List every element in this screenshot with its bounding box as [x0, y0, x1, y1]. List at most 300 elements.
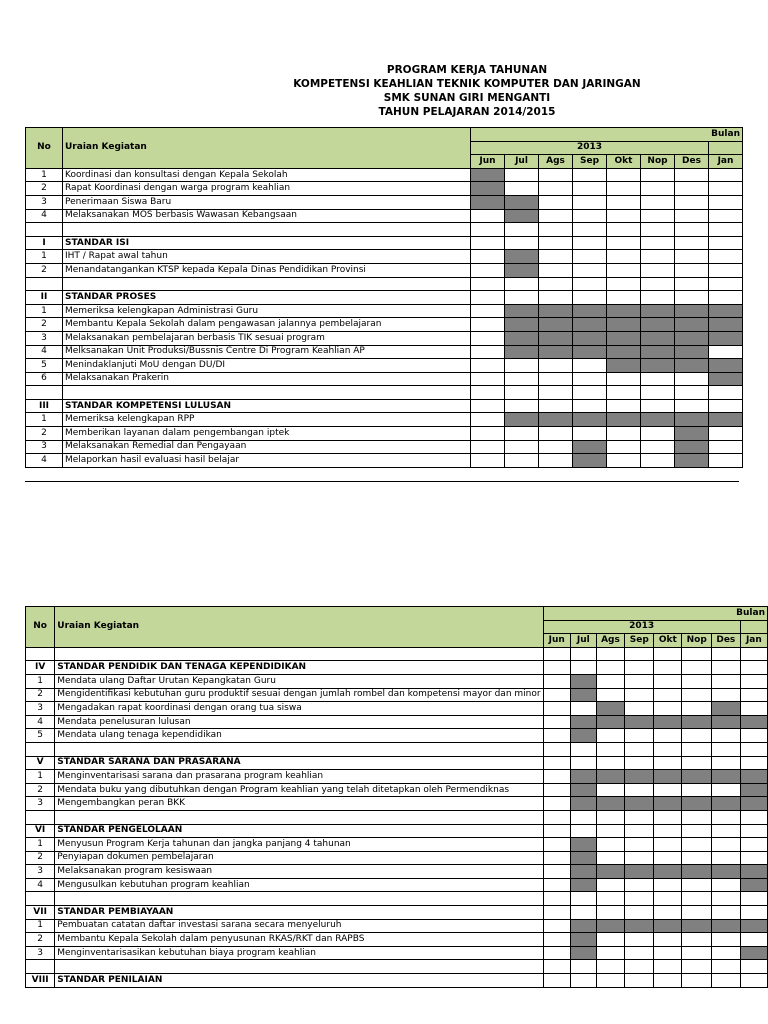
section-row [26, 661, 768, 675]
schedule-cell [471, 359, 505, 373]
schedule-cell [654, 838, 682, 852]
schedule-cell [570, 797, 596, 811]
section-title: STANDAR PEMBIAYAAN [55, 906, 543, 920]
schedule-cell [573, 331, 607, 345]
schedule-cell [570, 933, 596, 947]
schedule-cell [682, 919, 711, 933]
schedule-cell [740, 783, 767, 797]
schedule-cell [570, 865, 596, 879]
activity-row [26, 250, 743, 264]
activity-text: Mengembangkan peran BKK [55, 797, 543, 811]
schedule-cell [740, 688, 767, 702]
schedule-cell [709, 372, 743, 386]
schedule-cell [607, 223, 641, 237]
section-row [26, 974, 768, 988]
row-number: 2 [26, 182, 63, 196]
schedule-cell [740, 810, 767, 824]
schedule-cell [711, 715, 740, 729]
schedule-cell [543, 661, 570, 675]
schedule-cell [625, 892, 654, 906]
section-row [26, 824, 768, 838]
schedule-cell [570, 688, 596, 702]
schedule-cell [471, 223, 505, 237]
schedule-cell [711, 810, 740, 824]
schedule-cell [505, 399, 539, 413]
row-number: 3 [26, 331, 63, 345]
schedule-cell [543, 810, 570, 824]
schedule-cell [711, 770, 740, 784]
schedule-cell [596, 674, 625, 688]
schedule-cell [570, 756, 596, 770]
schedule-cell [641, 291, 675, 305]
schedule-cell [596, 770, 625, 784]
schedule-cell [641, 250, 675, 264]
activity-row [26, 674, 768, 688]
row-number [26, 277, 63, 291]
activity-text: Mengusulkan kebutuhan program keahlian [55, 878, 543, 892]
activity-row [26, 168, 743, 182]
schedule-cell [641, 440, 675, 454]
schedule-cell [625, 770, 654, 784]
schedule-cell [471, 413, 505, 427]
schedule-cell [709, 345, 743, 359]
schedule-cell [654, 878, 682, 892]
schedule-cell [570, 661, 596, 675]
activity-text [55, 892, 543, 906]
schedule-cell [471, 386, 505, 400]
row-number: 4 [26, 878, 55, 892]
row-number: 3 [26, 195, 63, 209]
schedule-cell [641, 331, 675, 345]
schedule-cell [709, 318, 743, 332]
schedule-cell [543, 783, 570, 797]
schedule-cell [654, 797, 682, 811]
activity-row [26, 359, 743, 373]
schedule-cell [709, 263, 743, 277]
section-row [26, 399, 743, 413]
schedule-cell [675, 359, 709, 373]
activity-row [26, 946, 768, 960]
schedule-cell [543, 892, 570, 906]
schedule-cell [654, 824, 682, 838]
schedule-cell [709, 168, 743, 182]
schedule-cell [675, 331, 709, 345]
schedule-cell [596, 756, 625, 770]
schedule-cell [654, 783, 682, 797]
row-number: 1 [26, 919, 55, 933]
schedule-cell [709, 223, 743, 237]
schedule-cell [682, 851, 711, 865]
schedule-cell [711, 729, 740, 743]
activity-text: Membantu Kepala Sekolah dalam pengawasan jalannya pembelajaran [63, 318, 471, 332]
activity-text: Rapat Koordinasi dengan warga program keahlian [63, 182, 471, 196]
schedule-cell [682, 838, 711, 852]
row-number: 3 [26, 440, 63, 454]
activity-row [26, 345, 743, 359]
schedule-cell [641, 182, 675, 196]
schedule-cell [570, 919, 596, 933]
schedule-cell [607, 263, 641, 277]
schedule-cell [573, 182, 607, 196]
schedule-cell [539, 236, 573, 250]
activity-text: Menyusun Program Kerja tahunan dan jangka panjang 4 tahunan [55, 838, 543, 852]
schedule-cell [570, 906, 596, 920]
schedule-cell [711, 892, 740, 906]
activity-text: Menandatangankan KTSP kepada Kepala Dinas Pendidikan Provinsi [63, 263, 471, 277]
schedule-cell [709, 250, 743, 264]
activity-row [26, 195, 743, 209]
title-line-1: PROGRAM KERJA TAHUNAN [386, 64, 548, 76]
title-line-3: SMK SUNAN GIRI MENGANTI [383, 92, 551, 104]
schedule-cell [471, 345, 505, 359]
schedule-cell [625, 783, 654, 797]
schedule-cell [543, 974, 570, 988]
schedule-cell [711, 783, 740, 797]
schedule-cell [709, 359, 743, 373]
activity-text: Menindaklanjuti MoU dengan DU/DI [63, 359, 471, 373]
activity-row [26, 182, 743, 196]
schedule-cell [675, 386, 709, 400]
schedule-cell [471, 277, 505, 291]
schedule-cell [607, 427, 641, 441]
schedule-cell [641, 209, 675, 223]
header-month: Nop [682, 634, 711, 648]
schedule-cell [596, 838, 625, 852]
schedule-cell [505, 386, 539, 400]
schedule-cell [596, 688, 625, 702]
schedule-cell [573, 318, 607, 332]
schedule-cell [607, 386, 641, 400]
schedule-cell [543, 688, 570, 702]
row-number: 2 [26, 783, 55, 797]
schedule-cell [641, 372, 675, 386]
schedule-cell [570, 702, 596, 716]
schedule-cell [709, 304, 743, 318]
schedule-cell [539, 331, 573, 345]
schedule-cell [711, 946, 740, 960]
schedule-cell [641, 359, 675, 373]
schedule-cell [740, 715, 767, 729]
schedule-cell [740, 661, 767, 675]
schedule-cell [740, 797, 767, 811]
header-month: Okt [654, 634, 682, 648]
schedule-cell [607, 182, 641, 196]
schedule-cell [709, 277, 743, 291]
section-title: STANDAR PENDIDIK DAN TENAGA KEPENDIDIKAN [55, 661, 543, 675]
schedule-cell [709, 195, 743, 209]
header-month: Ags [539, 155, 573, 169]
schedule-cell [471, 318, 505, 332]
section-title: STANDAR PENGELOLAAN [55, 824, 543, 838]
schedule-cell [471, 236, 505, 250]
schedule-cell [625, 919, 654, 933]
header-no: No [26, 128, 63, 169]
schedule-cell [654, 702, 682, 716]
activity-text [55, 960, 543, 974]
schedule-cell [471, 454, 505, 468]
schedule-cell [543, 702, 570, 716]
activity-text: Melksanakan Unit Produksi/Bussnis Centre Di Program Keahlian AP [63, 345, 471, 359]
schedule-cell [607, 454, 641, 468]
schedule-cell [682, 674, 711, 688]
schedule-cell [654, 742, 682, 756]
schedule-cell [573, 345, 607, 359]
activity-text: Koordinasi dan konsultasi dengan Kepala Sekolah [63, 168, 471, 182]
activity-row [26, 797, 768, 811]
schedule-cell [675, 345, 709, 359]
schedule-cell [607, 345, 641, 359]
row-number [26, 647, 55, 661]
row-number: 3 [26, 702, 55, 716]
schedule-cell [539, 454, 573, 468]
schedule-cell [654, 647, 682, 661]
schedule-cell [607, 331, 641, 345]
schedule-cell [570, 715, 596, 729]
schedule-cell [607, 399, 641, 413]
row-number: 2 [26, 427, 63, 441]
schedule-cell [539, 318, 573, 332]
schedule-cell [625, 906, 654, 920]
work-program-table-2 [25, 606, 768, 988]
spacer-row [26, 960, 768, 974]
spacer-row [26, 810, 768, 824]
schedule-cell [505, 263, 539, 277]
schedule-cell [641, 345, 675, 359]
schedule-cell [596, 797, 625, 811]
schedule-cell [625, 674, 654, 688]
schedule-cell [641, 168, 675, 182]
header-month: Nop [641, 155, 675, 169]
schedule-cell [607, 318, 641, 332]
schedule-cell [596, 933, 625, 947]
schedule-cell [641, 318, 675, 332]
schedule-cell [740, 974, 767, 988]
schedule-cell [573, 359, 607, 373]
schedule-cell [543, 960, 570, 974]
schedule-cell [709, 209, 743, 223]
schedule-cell [570, 647, 596, 661]
schedule-cell [682, 933, 711, 947]
schedule-cell [505, 413, 539, 427]
schedule-cell [709, 182, 743, 196]
schedule-cell [607, 168, 641, 182]
schedule-cell [539, 250, 573, 264]
activity-row [26, 702, 768, 716]
schedule-cell [625, 810, 654, 824]
schedule-cell [543, 742, 570, 756]
header-month: Jan [740, 634, 767, 648]
header-month: Ags [596, 634, 625, 648]
activity-row [26, 304, 743, 318]
schedule-cell [675, 291, 709, 305]
section-title: STANDAR KOMPETENSI LULUSAN [63, 399, 471, 413]
schedule-cell [654, 674, 682, 688]
schedule-cell [539, 386, 573, 400]
schedule-cell [711, 974, 740, 988]
schedule-cell [654, 729, 682, 743]
schedule-cell [570, 810, 596, 824]
row-number: IV [26, 661, 55, 675]
activity-text: Mendata buku yang dibutuhkan dengan Program keahlian yang telah ditetapkan oleh Permendiknas [55, 783, 543, 797]
schedule-cell [505, 277, 539, 291]
activity-text: Menginventarisasi sarana dan prasarana program keahlian [55, 770, 543, 784]
schedule-cell [570, 742, 596, 756]
spacer-row [26, 892, 768, 906]
activity-text: Mendata ulang Daftar Urutan Kepangkatan Guru [55, 674, 543, 688]
activity-row [26, 838, 768, 852]
schedule-cell [654, 715, 682, 729]
activity-row [26, 454, 743, 468]
schedule-cell [682, 647, 711, 661]
activity-text: Melaksanakan pembelajaran berbasis TIK sesuai program [63, 331, 471, 345]
schedule-cell [505, 195, 539, 209]
schedule-cell [539, 209, 573, 223]
schedule-cell [607, 291, 641, 305]
schedule-cell [711, 797, 740, 811]
schedule-cell [709, 291, 743, 305]
schedule-cell [539, 168, 573, 182]
schedule-cell [740, 770, 767, 784]
schedule-cell [570, 878, 596, 892]
spacer-row [26, 277, 743, 291]
schedule-cell [471, 440, 505, 454]
header-month: Sep [625, 634, 654, 648]
schedule-cell [682, 960, 711, 974]
schedule-cell [711, 824, 740, 838]
schedule-cell [625, 756, 654, 770]
schedule-cell [539, 195, 573, 209]
schedule-cell [682, 729, 711, 743]
activity-text: IHT / Rapat awal tahun [63, 250, 471, 264]
activity-row [26, 783, 768, 797]
schedule-cell [682, 783, 711, 797]
section-row [26, 756, 768, 770]
schedule-cell [682, 892, 711, 906]
activity-text: Mendata ulang tenaga kependidikan [55, 729, 543, 743]
schedule-cell [682, 824, 711, 838]
row-number: 4 [26, 209, 63, 223]
schedule-cell [709, 454, 743, 468]
schedule-cell [641, 223, 675, 237]
activity-row [26, 263, 743, 277]
schedule-cell [607, 372, 641, 386]
schedule-cell [641, 304, 675, 318]
schedule-cell [573, 413, 607, 427]
schedule-cell [505, 331, 539, 345]
header-month: Sep [573, 155, 607, 169]
schedule-cell [471, 168, 505, 182]
page-divider [25, 481, 739, 482]
schedule-cell [539, 291, 573, 305]
activity-text: Menginventarisasikan kebutuhan biaya program keahlian [55, 946, 543, 960]
schedule-cell [596, 865, 625, 879]
schedule-cell [675, 263, 709, 277]
header-month: Jan [709, 155, 743, 169]
activity-row [26, 919, 768, 933]
schedule-cell [607, 413, 641, 427]
schedule-cell [625, 851, 654, 865]
schedule-cell [596, 783, 625, 797]
schedule-cell [539, 372, 573, 386]
activity-text: Mengidentifikasi kebutuhan guru produktif sesuai dengan jumlah rombel dan kompetensi mayor dan minor [55, 688, 543, 702]
schedule-cell [543, 770, 570, 784]
schedule-cell [625, 878, 654, 892]
schedule-cell [573, 250, 607, 264]
schedule-cell [740, 865, 767, 879]
schedule-cell [711, 702, 740, 716]
row-number: VIII [26, 974, 55, 988]
schedule-cell [471, 399, 505, 413]
schedule-cell [675, 413, 709, 427]
schedule-cell [682, 702, 711, 716]
row-number: 2 [26, 933, 55, 947]
schedule-cell [596, 715, 625, 729]
schedule-cell [654, 919, 682, 933]
row-number: 3 [26, 946, 55, 960]
schedule-cell [740, 702, 767, 716]
schedule-cell [654, 974, 682, 988]
activity-row [26, 933, 768, 947]
schedule-cell [711, 851, 740, 865]
schedule-cell [570, 838, 596, 852]
section-row [26, 291, 743, 305]
row-number: 4 [26, 345, 63, 359]
schedule-cell [675, 427, 709, 441]
schedule-cell [573, 209, 607, 223]
schedule-cell [625, 647, 654, 661]
schedule-cell [675, 399, 709, 413]
schedule-cell [740, 838, 767, 852]
header-month: Jul [570, 634, 596, 648]
activity-text [63, 223, 471, 237]
schedule-cell [471, 331, 505, 345]
activity-row [26, 318, 743, 332]
title-line-2: KOMPETENSI KEAHLIAN TEKNIK KOMPUTER DAN JARINGAN [293, 78, 641, 90]
schedule-cell [539, 304, 573, 318]
row-number: III [26, 399, 63, 413]
schedule-cell [709, 427, 743, 441]
schedule-cell [682, 661, 711, 675]
activity-row [26, 209, 743, 223]
activity-text: Melaksanakan Prakerin [63, 372, 471, 386]
schedule-cell [570, 824, 596, 838]
schedule-cell [625, 865, 654, 879]
schedule-cell [573, 399, 607, 413]
schedule-cell [675, 195, 709, 209]
schedule-cell [570, 783, 596, 797]
schedule-cell [654, 946, 682, 960]
schedule-cell [596, 824, 625, 838]
schedule-cell [711, 674, 740, 688]
row-number: VII [26, 906, 55, 920]
activity-text: Penerimaan Siswa Baru [63, 195, 471, 209]
schedule-cell [570, 974, 596, 988]
header-year: 2013 [471, 141, 709, 155]
schedule-cell [711, 865, 740, 879]
row-number: I [26, 236, 63, 250]
activity-text: Melaksanakan Remedial dan Pengayaan [63, 440, 471, 454]
row-number [26, 386, 63, 400]
schedule-cell [543, 933, 570, 947]
schedule-cell [539, 182, 573, 196]
section-title: STANDAR PROSES [63, 291, 471, 305]
activity-row [26, 372, 743, 386]
schedule-cell [471, 291, 505, 305]
row-number: 2 [26, 318, 63, 332]
row-number [26, 892, 55, 906]
schedule-cell [607, 250, 641, 264]
schedule-cell [654, 865, 682, 879]
